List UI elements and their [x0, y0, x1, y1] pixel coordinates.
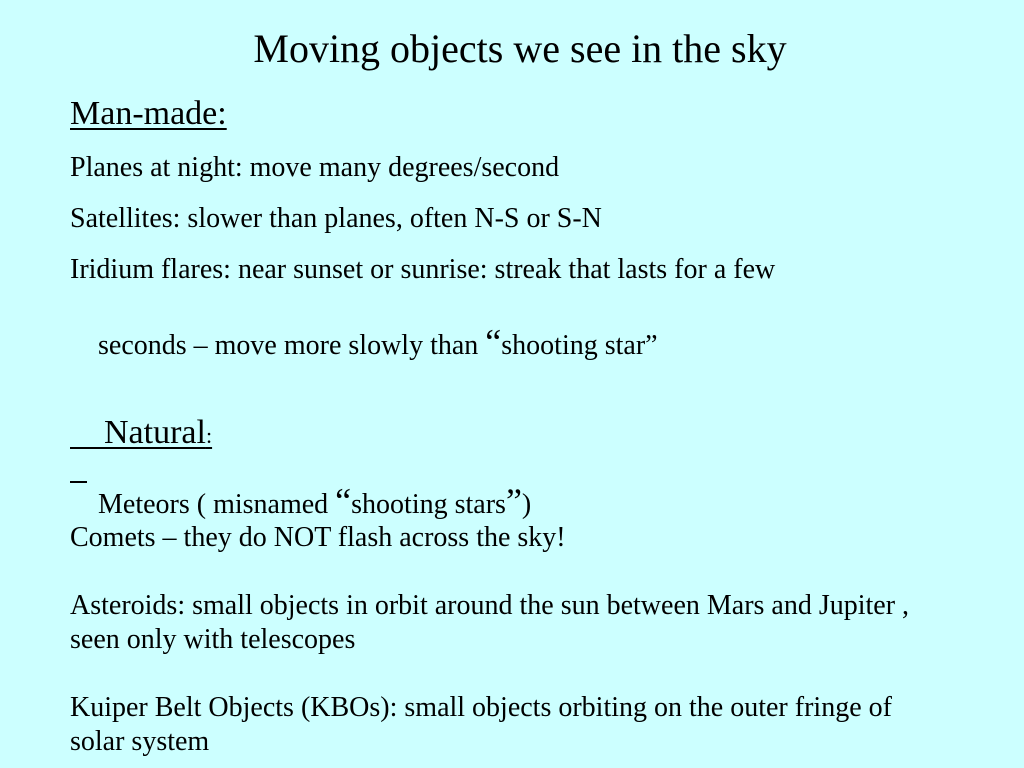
iridium-line-2-text: seconds – move more slowly than [98, 330, 486, 361]
planes-text: Planes at night: move many degrees/second [70, 152, 560, 183]
satellites-text: Satellites: slower than planes, often N-S or S-N [70, 203, 602, 234]
open-quote: “ [335, 481, 352, 521]
meteors-quoted: shooting stars [351, 489, 506, 520]
comets-text: Comets – they do NOT flash across the sky! [70, 522, 566, 553]
iridium-text-line-1: Iridium flares: near sunset or sunrise: streak that lasts for a few [70, 254, 776, 285]
close-quote: ” [505, 481, 522, 521]
open-quote: “ [485, 322, 502, 362]
kbos-text-line-1: Kuiper Belt Objects (KBOs): small objects orbiting on the outer fringe of [70, 692, 892, 723]
kbos-text-line-2: solar system [70, 726, 210, 757]
natural-heading-colon: : [205, 423, 213, 448]
meteors-before: Meteors ( misnamed [98, 489, 336, 520]
meteors-after: ) [521, 489, 532, 520]
asteroids-text-line-1: Asteroids: small objects in orbit around the sun between Mars and Jupiter , [70, 590, 910, 621]
iridium-quoted-text: shooting star” [501, 330, 658, 361]
iridium-text-line-2 [70, 296, 658, 388]
slide-title: Moving objects we see in the sky [253, 26, 787, 71]
asteroids-text-line-2: seen only with telescopes [70, 624, 356, 655]
natural-heading-label: Natural [104, 414, 206, 451]
man-made-heading: Man-made: [70, 95, 227, 132]
